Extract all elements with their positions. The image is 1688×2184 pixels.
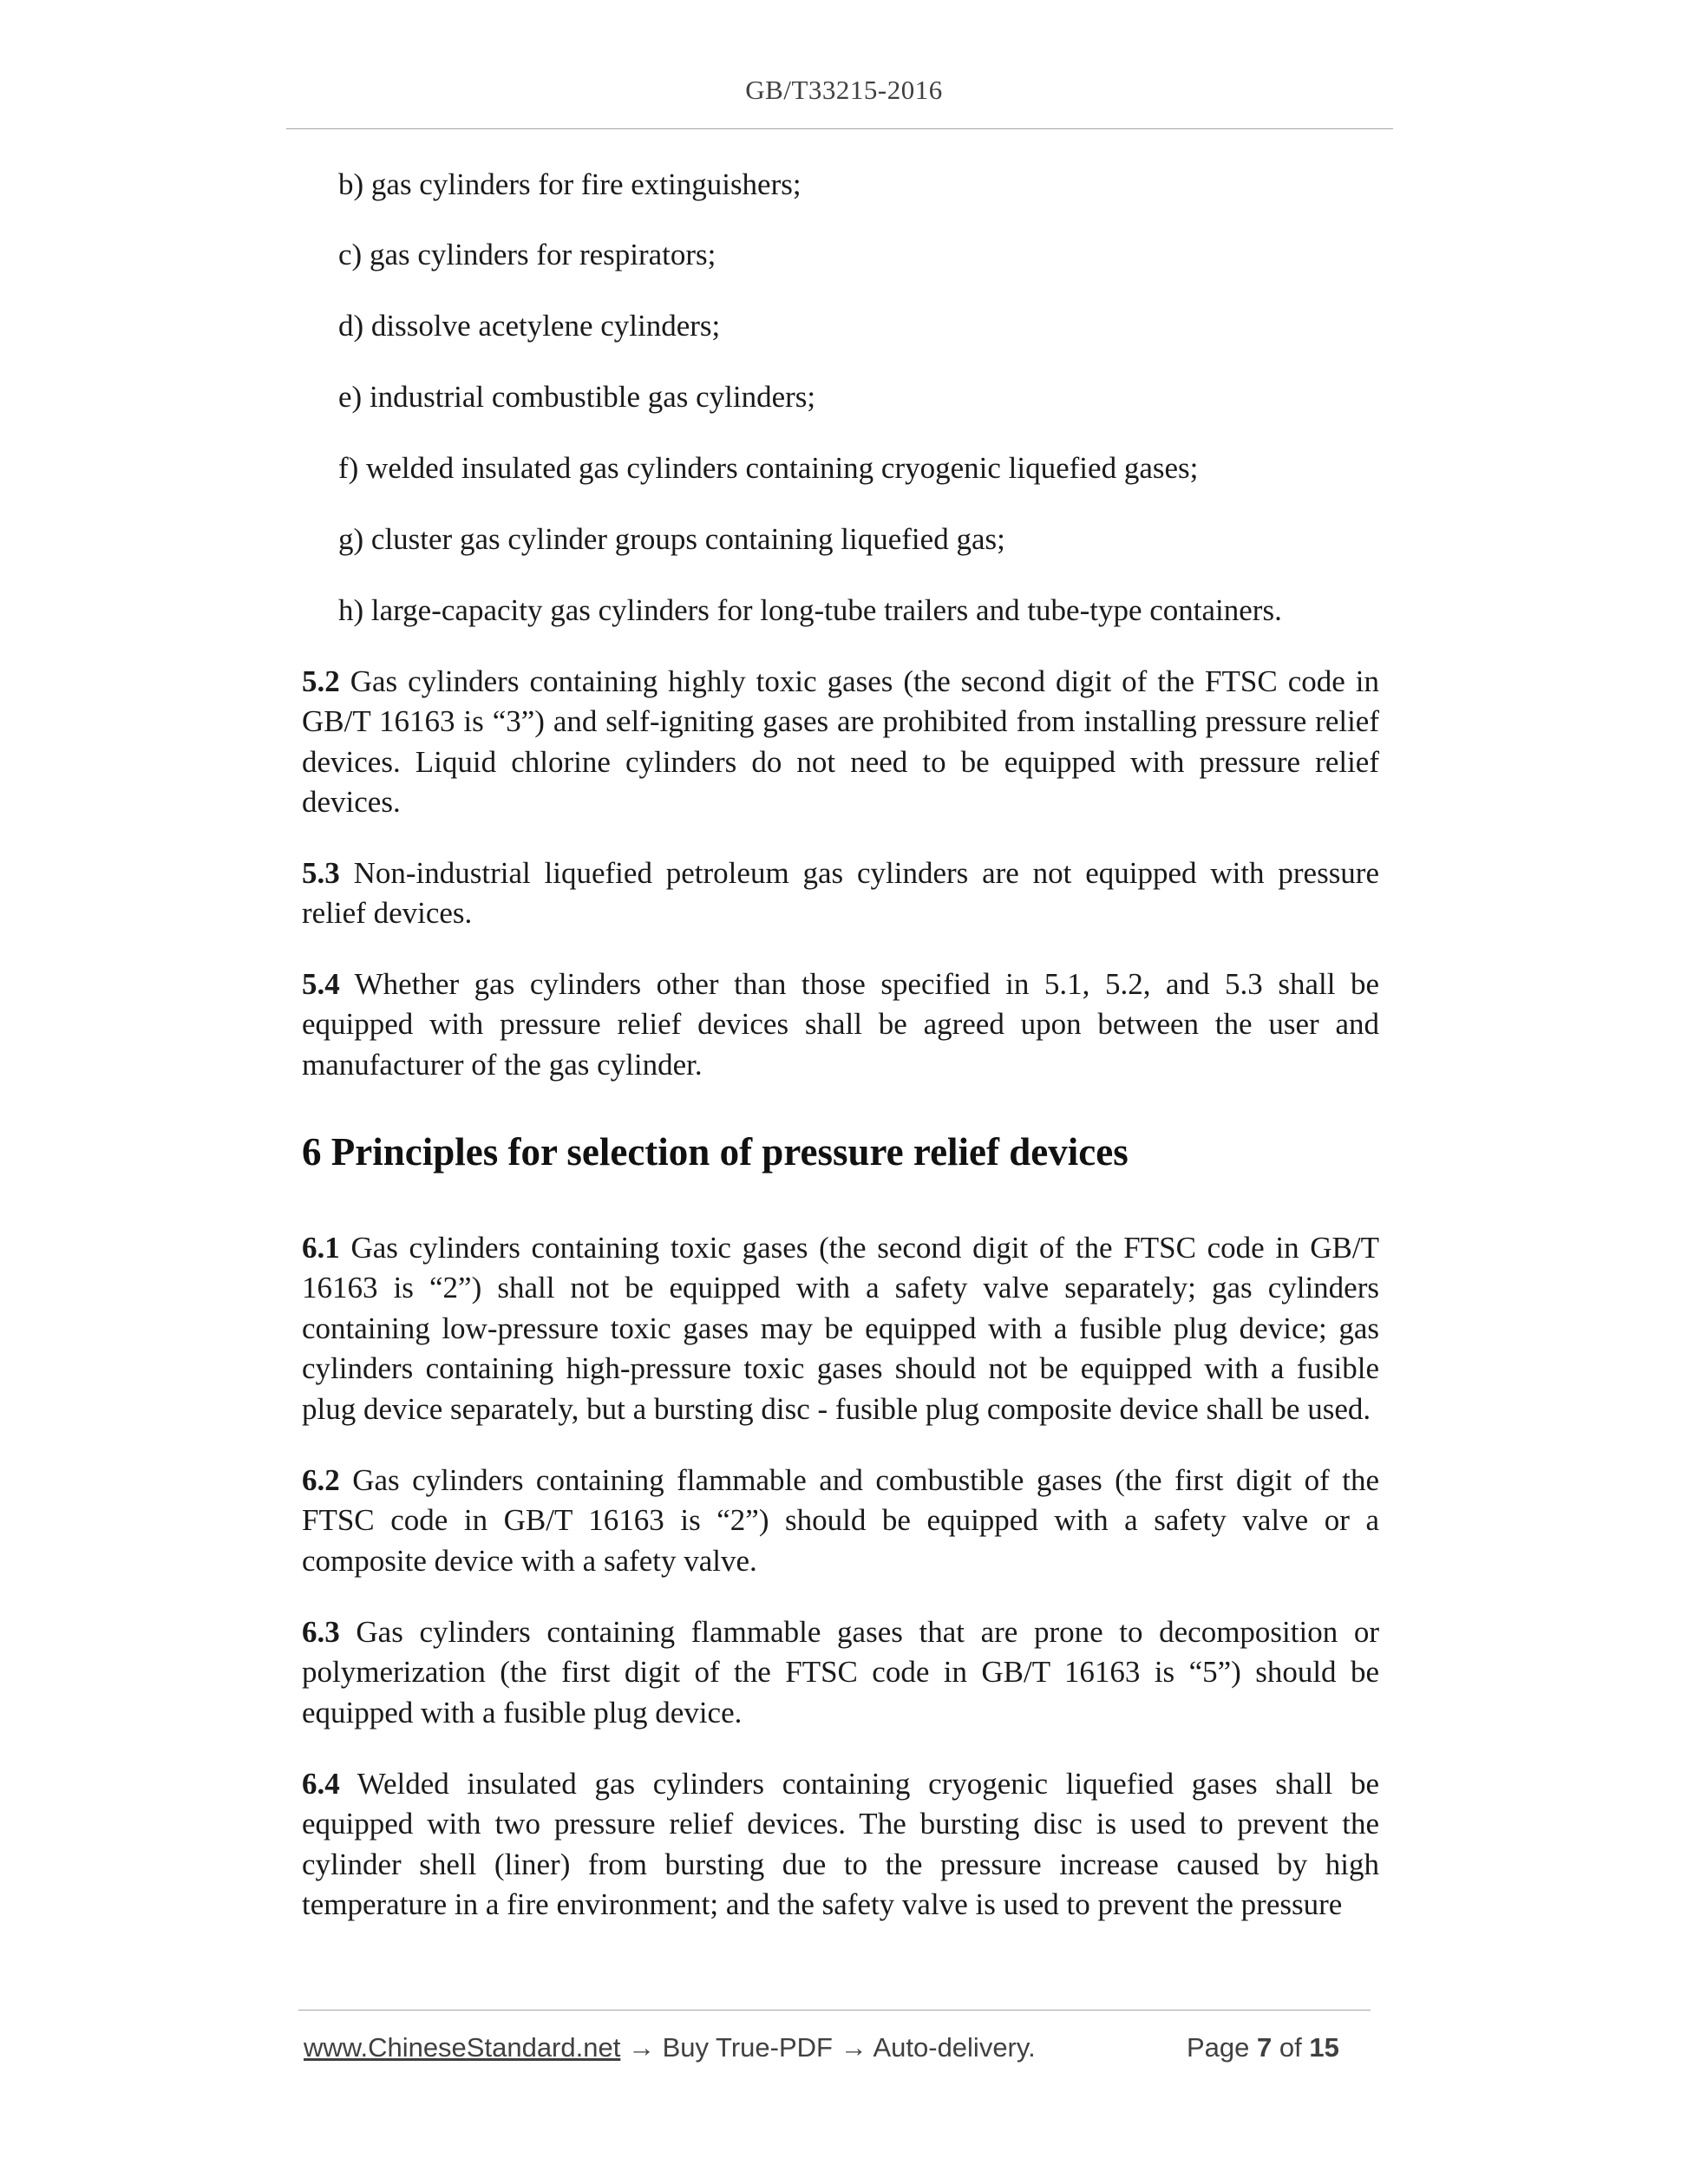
list-item: f) welded insulated gas cylinders containing cryogenic liquefied gases; <box>338 451 1199 485</box>
clause-text: Gas cylinders containing flammable gases that are prone to decomposition or polymerization (the first digit of the FTSC code in GB/T 16163 is “5”) should be equipped with a fusible plug device. <box>302 1615 1379 1730</box>
auto-delivery-text: Auto-delivery. <box>873 2032 1036 2063</box>
website-link[interactable]: www.ChineseStandard.net <box>304 2032 621 2063</box>
clause-text: Gas cylinders containing toxic gases (the second digit of the FTSC code in GB/T 16163 is “2”) shall not be equipped with a safety valve separately; gas cylinders containing low-pressure toxic gases may be equipped with a fusible plug device; gas cylinders containing high-pressure toxic gases should not be equipped with a fusible plug device separately, but a bursting disc - fusible plug composite device shall be used. <box>302 1231 1379 1426</box>
clause-text: Non-industrial liquefied petroleum gas cylinders are not equipped with pressure relief devices. <box>302 856 1379 931</box>
page-number <box>1187 2032 1339 2063</box>
list-item: g) cluster gas cylinder groups containing liquefied gas; <box>338 522 1005 556</box>
clause-text: Gas cylinders containing flammable and combustible gases (the first digit of the FTSC code in GB/T 16163 is “2”) should be equipped with a safety valve or a composite device with a safety valve. <box>302 1463 1379 1578</box>
clause-5-4 <box>302 964 1379 1085</box>
clause-5-3 <box>302 853 1379 934</box>
clause-5-2 <box>302 662 1379 823</box>
clause-text: Whether gas cylinders other than those specified in 5.1, 5.2, and 5.3 shall be equipped with pressure relief devices shall be agreed upon between the user and manufacturer of the gas cylinder. <box>302 967 1379 1082</box>
buy-pdf-text: Buy True-PDF <box>662 2032 833 2063</box>
current-page: 7 <box>1257 2032 1273 2063</box>
footer-promo <box>304 2032 1036 2063</box>
clause-6-4 <box>302 1764 1379 1926</box>
document-code-header: GB/T33215-2016 <box>745 75 943 105</box>
clause-number: 6.2 <box>302 1463 340 1497</box>
footer-divider <box>298 2010 1371 2011</box>
list-item: b) gas cylinders for fire extinguishers; <box>338 167 801 201</box>
clause-number: 6.1 <box>302 1231 340 1265</box>
list-item: h) large-capacity gas cylinders for long-tube trailers and tube-type containers. <box>338 593 1282 627</box>
clause-number: 5.3 <box>302 856 340 890</box>
list-item: e) industrial combustible gas cylinders; <box>338 380 816 414</box>
clause-6-2 <box>302 1461 1379 1581</box>
arrow-right-icon: → <box>620 2032 663 2063</box>
of-label: of <box>1272 2032 1310 2063</box>
page-label: Page <box>1187 2032 1258 2063</box>
clause-text: Gas cylinders containing highly toxic gases (the second digit of the FTSC code in GB/T 16163 is “3”) and self-igniting gases are prohibited from installing pressure relief devices. Liquid chlorine cylinders do not need to be equipped with pressure relief devices. <box>302 664 1379 820</box>
clause-number: 6.4 <box>302 1767 340 1801</box>
section-heading: 6 Principles for selection of pressure relief devices <box>302 1130 1129 1174</box>
clause-text: Welded insulated gas cylinders containing cryogenic liquefied gases shall be equipped with two pressure relief devices. The bursting disc is used to prevent the cylinder shell (liner) from bursting due to the pressure increase caused by high temperature in a fire environment; and the safety valve is used to prevent the pressure <box>302 1767 1379 1922</box>
header-divider <box>286 128 1393 129</box>
clause-number: 5.2 <box>302 664 340 698</box>
list-item: c) gas cylinders for respirators; <box>338 238 716 271</box>
arrow-right-icon: → <box>832 2032 873 2063</box>
clause-number: 5.4 <box>302 967 340 1001</box>
clause-6-1 <box>302 1228 1379 1429</box>
total-pages: 15 <box>1309 2032 1339 2063</box>
clause-number: 6.3 <box>302 1615 340 1649</box>
list-item: d) dissolve acetylene cylinders; <box>338 309 721 343</box>
clause-6-3 <box>302 1612 1379 1733</box>
